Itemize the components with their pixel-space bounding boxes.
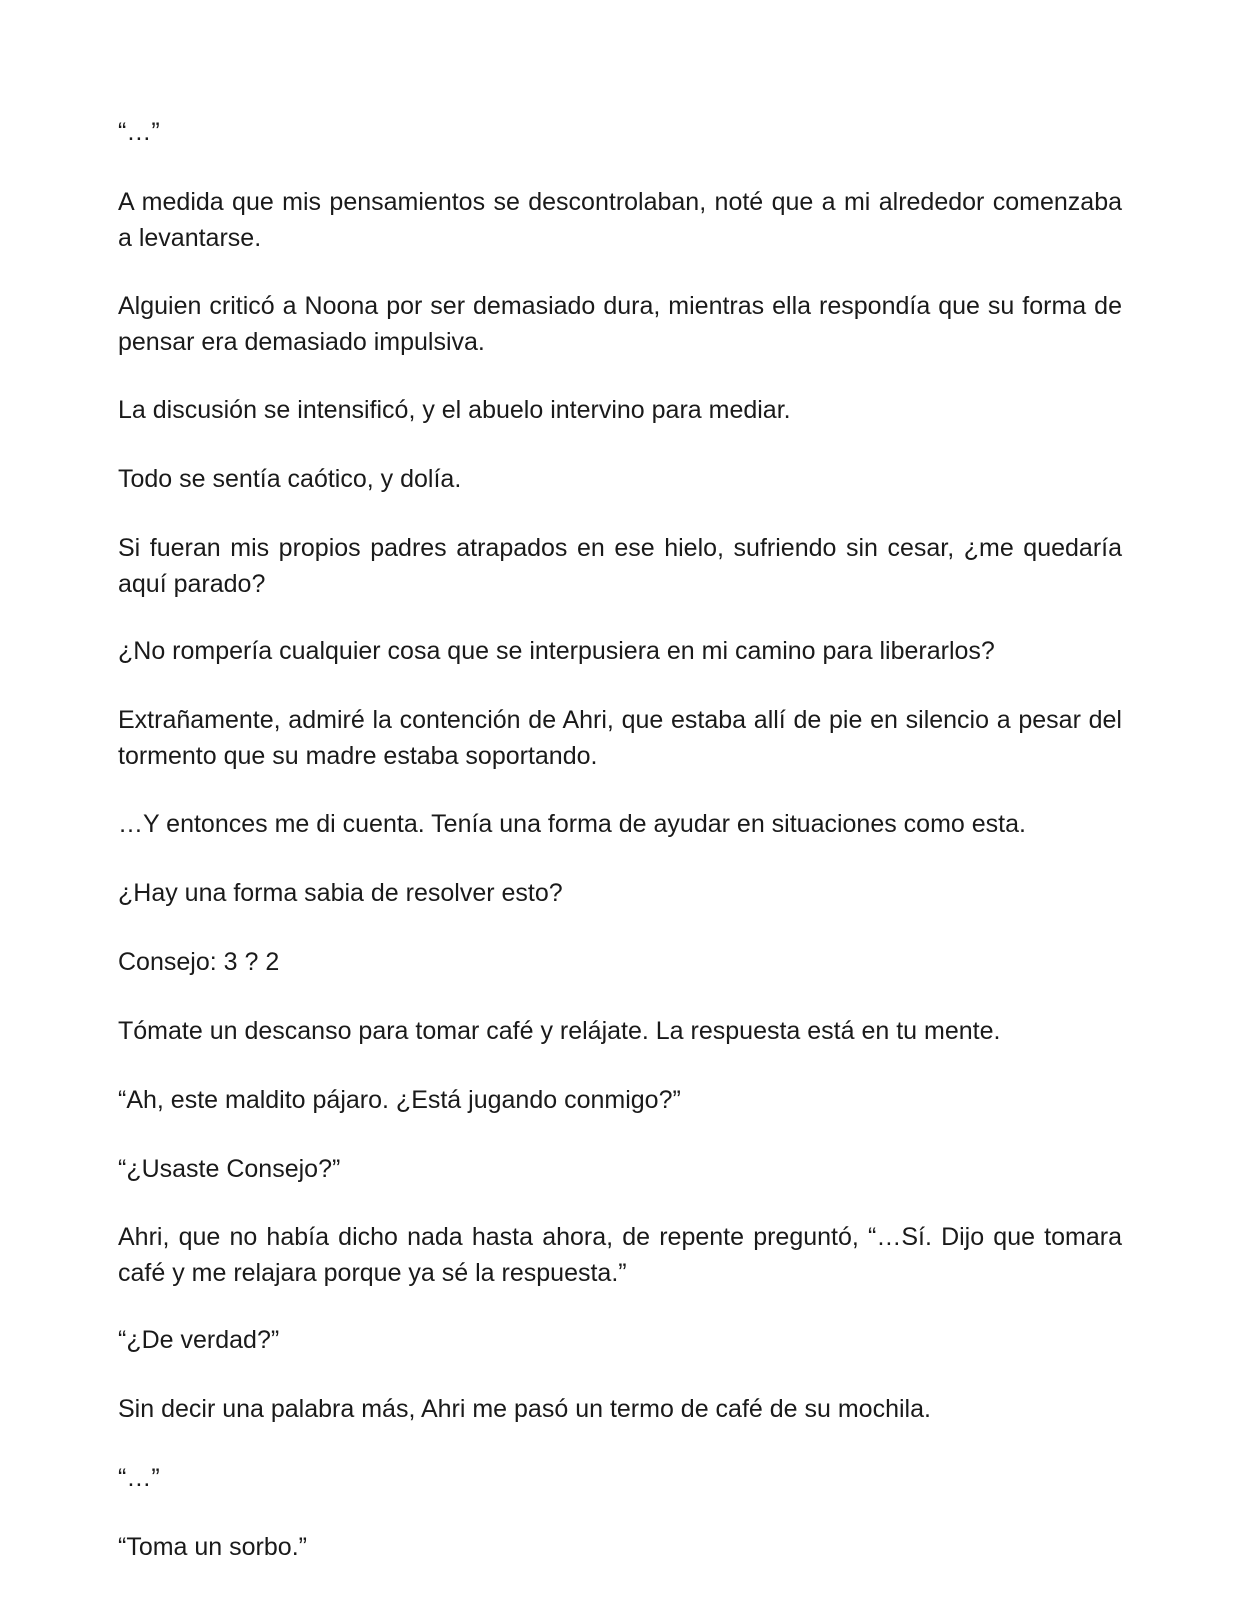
paragraph-ahri-asks: Ahri, que no había dicho nada hasta ahora, de repente preguntó, “…Sí. Dijo que tomara café y me relajara porque ya sé la respuesta.” — [118, 1223, 1122, 1287]
paragraph-parents: Si fueran mis propios padres atrapados en ese hielo, sufriendo sin cesar, ¿me quedaría aquí parado? — [118, 534, 1122, 598]
paragraph-wise-way: ¿Hay una forma sabia de resolver esto? — [118, 879, 563, 907]
paragraph-used-advice: “¿Usaste Consejo?” — [118, 1155, 341, 1183]
paragraph-thermos: Sin decir una palabra más, Ahri me pasó un termo de café de su mochila. — [118, 1395, 931, 1423]
paragraph-break: ¿No rompería cualquier cosa que se interpusiera en mi camino para liberarlos? — [118, 637, 995, 665]
paragraph-really: “¿De verdad?” — [118, 1326, 280, 1354]
paragraph-ellipsis-1: “…” — [118, 118, 160, 146]
paragraph-realization: …Y entonces me di cuenta. Tenía una forma de ayudar en situaciones como esta. — [118, 810, 1026, 838]
paragraph-coffee-advice: Tómate un descanso para tomar café y relájate. La respuesta está en tu mente. — [118, 1017, 1001, 1045]
paragraph-ellipsis-2: “…” — [118, 1464, 160, 1492]
paragraph-noona: Alguien criticó a Noona por ser demasiado dura, mientras ella respondía que su forma de pensar era demasiado impulsiva. — [118, 292, 1122, 356]
paragraph-thoughts: A medida que mis pensamientos se descontrolaban, noté que a mi alrededor comenzaba a levantarse. — [118, 188, 1122, 252]
paragraph-ahri-restraint: Extrañamente, admiré la contención de Ahri, que estaba allí de pie en silencio a pesar del tormento que su madre estaba soportando. — [118, 706, 1122, 770]
paragraph-advice-count: Consejo: 3 ? 2 — [118, 948, 280, 976]
paragraph-sip: “Toma un sorbo.” — [118, 1533, 307, 1561]
paragraph-chaotic: Todo se sentía caótico, y dolía. — [118, 465, 462, 493]
paragraph-bird: “Ah, este maldito pájaro. ¿Está jugando conmigo?” — [118, 1086, 681, 1114]
paragraph-discussion: La discusión se intensificó, y el abuelo intervino para mediar. — [118, 396, 791, 424]
